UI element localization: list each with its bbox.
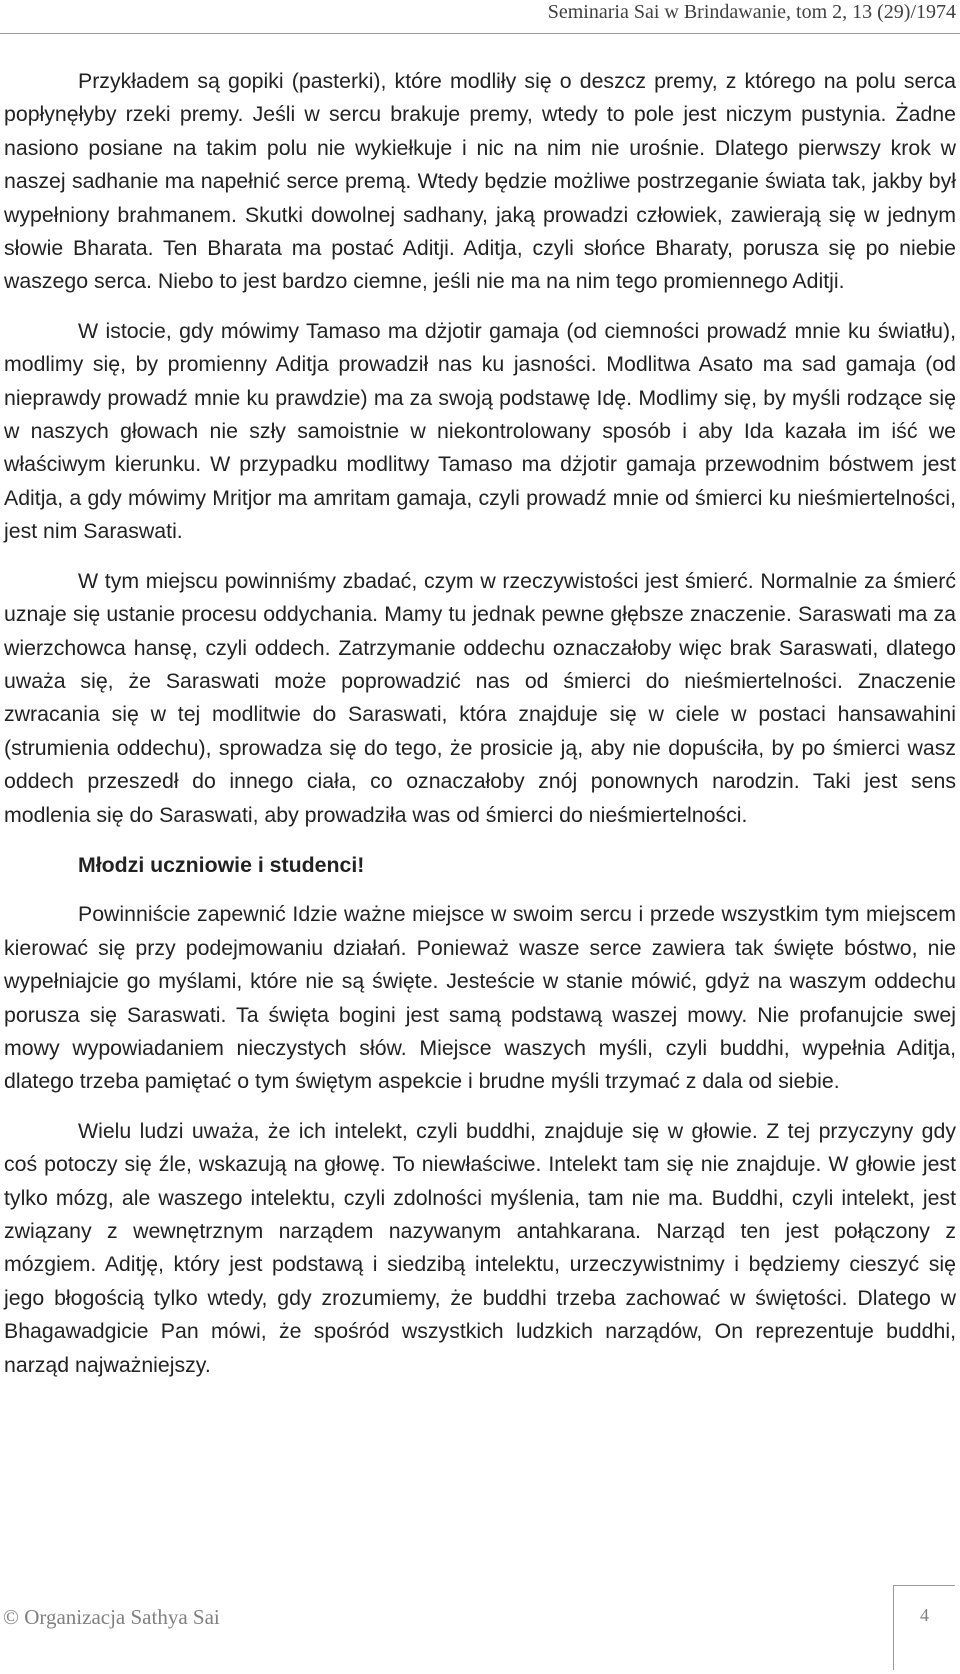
paragraph: W istocie, gdy mówimy Tamaso ma dżjotir gamaja (od ciemności prowadź mnie ku światłu), modlimy się, by promienny Aditja prowadził nas ku jasności. Modlitwa Asato ma sad gamaja (od nieprawdy prowadź mnie ku prawdzie) ma za swoją podstawę Idę. Modlimy się, by myśli rodzące się w naszych głowach nie szły samoistnie w niekontrolowany sposób i aby Ida kazała im iść we właściwym kierunku. W przypadku modlitwy Tamaso ma dżjotir gamaja przewodnim bóstwem jest Aditja, a gdy mówimy Mritjor ma amritam gamaja, czyli prowadź mnie od śmierci ku nieśmiertelności, jest nim Saraswati. xyxy=(4,318,956,544)
running-header: Seminaria Sai w Brindawanie, tom 2, 13 (29)/1974 xyxy=(547,1,956,23)
footer-copyright: © Organizacja Sathya Sai xyxy=(3,1605,220,1629)
section-heading: Młodzi uczniowie i studenci! xyxy=(78,852,365,877)
paragraph: Powinniście zapewnić Idzie ważne miejsce w swoim sercu i przede wszystkim tym miejscem kierować się przy podejmowaniu działań. Ponieważ wasze serce zawiera tak święte bóstwo, nie wypełniajcie go myślami, które nie są święte. Jesteście w stanie mówić, gdyż na waszym oddechu porusza się Saraswati. Ta święta bogini jest samą podstawą waszej mowy. Nie profanujcie swej mowy wypowiadaniem nieczystych słów. Miejsce waszych myśli, czyli buddhi, wypełnia Aditja, dlatego trzeba pamiętać o tym świętym aspekcie i brudne myśli trzymać z dala od siebie. xyxy=(4,902,956,1094)
paragraph: Przykładem są gopiki (pasterki), które modliły się o deszcz premy, z którego na polu serca popłynęłyby rzeki premy. Jeśli w sercu brakuje premy, wtedy to pole jest niczym pustynia. Żadne nasiono posiane na takim polu nie wykiełkuje i nic na nim nie urośnie. Dlatego pierwszy krok w naszej sadhanie ma napełnić serce premą. Wtedy będzie możliwe postrzeganie świata tak, jakby był wypełniony brahmanem. Skutki dowolnej sadhany, jaką prowadzi człowiek, zawierają się w jednym słowie Bharata. Ten Bharata ma postać Aditji. Aditja, czyli słońce Bharaty, porusza się po niebie waszego serca. Niebo to jest bardzo ciemne, jeśli nie ma na nim tego promiennego Aditji. xyxy=(4,69,956,294)
paragraph: W tym miejscu powinniśmy zbadać, czym w rzeczywistości jest śmierć. Normalnie za śmierć uznaje się ustanie procesu oddychania. Mamy tu jednak pewne głębsze znaczenie. Saraswati ma za wierzchowca hansę, czyli oddech. Zatrzymanie oddechu oznaczałoby więc brak Saraswati, dlatego uważa się, że Saraswati może poprowadzić nas od śmierci do nieśmiertelności. Znaczenie zwracania się w tej modlitwie do Saraswati, która znajduje się w ciele w postaci hansawahini (strumienia oddechu), sprowadza się do tego, że prosicie ją, aby nie dopuściła, by po śmierci wasz oddech przeszedł do innego ciała, co oznaczałoby znój ponownych narodzin. Taki jest sens modlenia się do Saraswati, aby prowadziła was od śmierci do nieśmiertelności. xyxy=(4,568,956,827)
page-number-box xyxy=(893,1585,955,1670)
paragraph: Wielu ludzi uważa, że ich intelekt, czyli buddhi, znajduje się w głowie. Z tej przyczyny gdy coś potoczy się źle, wskazują na głowę. To niewłaściwe. Intelekt tam się nie znajduje. W głowie jest tylko mózg, ale waszego intelektu, czyli zdolności myślenia, tam nie ma. Buddhi, czyli intelekt, jest związany z wewnętrznym narządem nazywanym antahkarana. Narząd ten jest połączony z mózgiem. Aditję, który jest podstawą i siedzibą intelektu, urzeczywistnimy i będziemy cieszyć się jego błogością tylko wtedy, gdy zrozumiemy, że buddhi trzeba zachować w świętości. Dlatego w Bhagawadgicie Pan mówi, że spośród wszystkich ludzkich narządów, On reprezentuje buddhi, narząd najważniejszy. xyxy=(4,1118,956,1377)
page-number: 4 xyxy=(920,1605,929,1625)
page-body xyxy=(4,65,956,1382)
header-rule xyxy=(0,33,960,34)
